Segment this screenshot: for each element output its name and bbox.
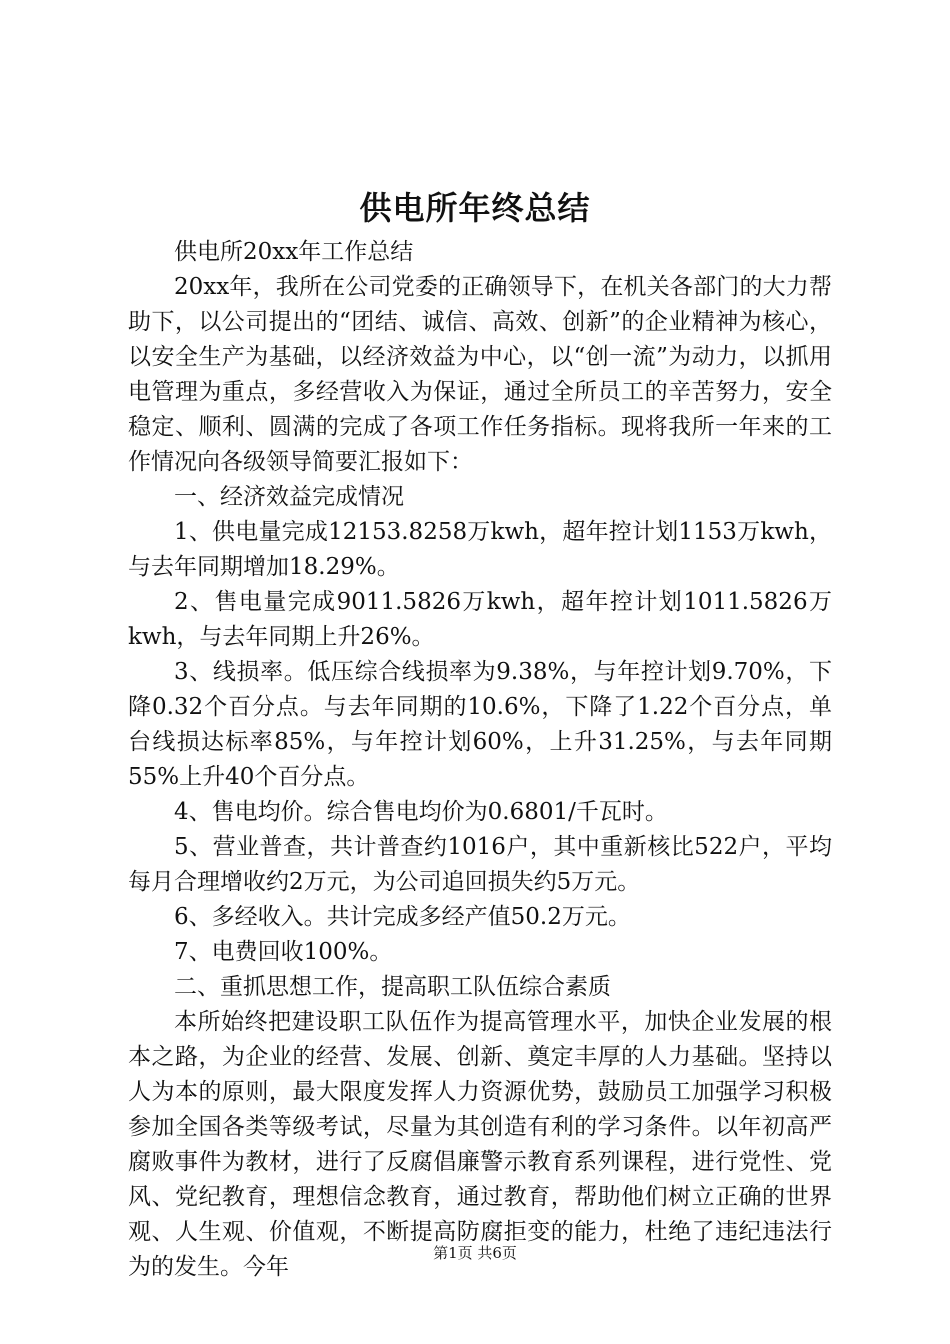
document-title: 供电所年终总结 — [359, 189, 591, 227]
paragraph-item-6: 6、多经收入。共计完成多经产值50.2万元。 — [174, 904, 631, 930]
paragraph-item-4: 4、售电均价。综合售电均价为0.6801/千瓦时。 — [174, 799, 668, 825]
paragraph-item-2: 2、售电量完成9011.5826万kwh，超年控计划1011.5826万kwh，与去年同期上升26%。 — [128, 589, 832, 650]
paragraph-item-5: 5、营业普查，共计普查约1016户，其中重新核比522户，平均每月合理增收约2万元，为公司追回损失约5万元。 — [128, 834, 832, 895]
paragraph-intro: 20xx年，我所在公司党委的正确领导下，在机关各部门的大力帮助下，以公司提出的“团结、诚信、高效、创新”的企业精神为核心，以安全生产为基础，以经济效益为中心，以“创一流”为动力，以抓用电管理为重点，多经营收入为保证，通过全所员工的辛苦努力，安全稳定、顺利、圆满的完成了各项工作任务指标。现将我所一年来的工作情况向各级领导简要汇报如下： — [128, 274, 832, 475]
paragraph-item-7: 7、电费回收100%。 — [174, 939, 393, 965]
document-body — [128, 235, 832, 1285]
page-footer: 第1页 共6页 — [433, 1244, 517, 1262]
section-heading-1: 一、经济效益完成情况 — [174, 484, 404, 510]
paragraph-subtitle: 供电所20xx年工作总结 — [174, 239, 414, 265]
paragraph-item-1: 1、供电量完成12153.8258万kwh，超年控计划1153万kwh，与去年同期增加18.29%。 — [128, 519, 832, 580]
paragraph-item-3: 3、线损率。低压综合线损率为9.38%，与年控计划9.70%，下降0.32个百分点。与去年同期的10.6%，下降了1.22个百分点，单台线损达标率85%，与年控计划60%，上升31.25%，与去年同期55%上升40个百分点。 — [128, 659, 832, 790]
section-heading-2: 二、重抓思想工作，提高职工队伍综合素质 — [174, 974, 611, 1000]
paragraph-section-2: 本所始终把建设职工队伍作为提高管理水平，加快企业发展的根本之路，为企业的经营、发展、创新、奠定丰厚的人力基础。坚持以人为本的原则，最大限度发挥人力资源优势，鼓励员工加强学习积极参加全国各类等级考试，尽量为其创造有利的学习条件。以年初高严腐败事件为教材，进行了反腐倡廉警示教育系列课程，进行党性、党风、党纪教育，理想信念教育，通过教育，帮助他们树立正确的世界观、人生观、价值观，不断提高防腐拒变的能力，杜绝了违纪违法行为的发生。今年 — [128, 1009, 832, 1280]
